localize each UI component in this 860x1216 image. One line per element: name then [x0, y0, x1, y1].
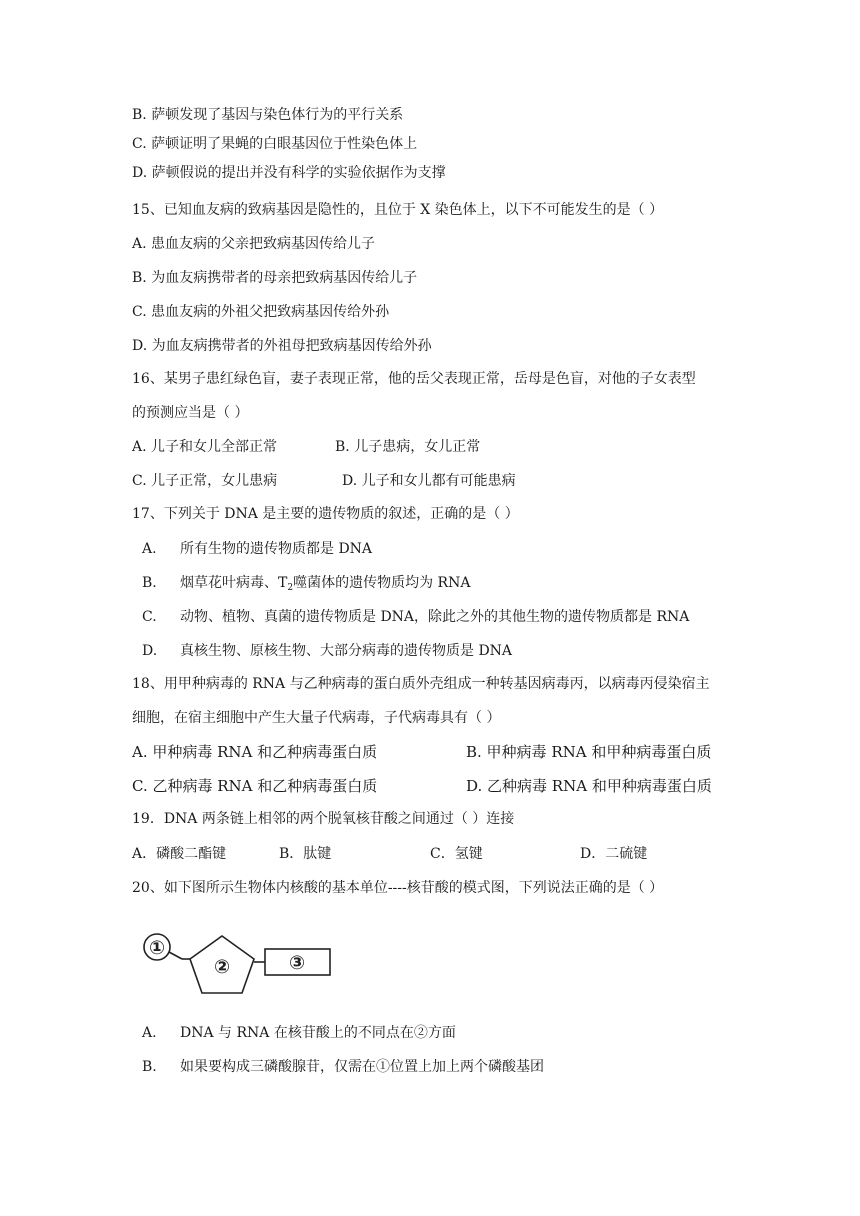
q17-option-a-label: A.	[142, 541, 157, 557]
q20-stem: 20、如下图所示生物体内核酸的基本单位----核苷酸的模式图，下列说法正确的是（ ）	[132, 880, 664, 896]
q16-stem-line1: 16、某男子患红绿色盲，妻子表现正常，他的岳父表现正常，岳母是色盲，对他的子女表型	[132, 371, 696, 387]
q18-option-d: D. 乙种病毒 RNA 和甲种病毒蛋白质	[466, 777, 712, 795]
q19-option-d: D．二硫键	[580, 846, 648, 862]
q15-option-d: D. 为血友病携带者的外祖母把致病基因传给外孙	[132, 338, 432, 354]
q18-option-a: A. 甲种病毒 RNA 和乙种病毒蛋白质	[132, 743, 378, 761]
q19-option-b: B．肽键	[279, 846, 332, 862]
q14-option-b: B. 萨顿发现了基因与染色体行为的平行关系	[132, 107, 404, 123]
q16-option-c: C. 儿子正常，女儿患病	[132, 473, 278, 489]
q16-option-d: D. 儿子和女儿都有可能患病	[342, 473, 516, 489]
q19-option-c: C．氢键	[430, 846, 483, 862]
q19-option-a: A．磷酸二酯键	[132, 846, 227, 862]
q14-option-c: C. 萨顿证明了果蝇的白眼基因位于性染色体上	[132, 136, 418, 152]
q17-option-d	[142, 642, 512, 660]
q17-option-b-text-pre: 烟草花叶病毒、T	[180, 575, 288, 591]
diagram-label-1: ①	[148, 937, 166, 959]
q20-option-a-label: A.	[142, 1025, 157, 1041]
q17-option-a	[142, 540, 372, 558]
q16-option-b: B. 儿子患病，女儿正常	[335, 439, 481, 455]
diagram-label-2: ②	[213, 956, 231, 978]
q15-stem: 15、已知血友病的致病基因是隐性的，且位于 X 染色体上，以下不可能发生的是（ ）	[132, 202, 664, 218]
q15-option-b: B. 为血友病携带者的母亲把致病基因传给儿子	[132, 270, 418, 286]
q18-option-b: B. 甲种病毒 RNA 和甲种病毒蛋白质	[466, 743, 712, 761]
q17-option-c	[142, 608, 689, 626]
q20-option-b-label: B.	[142, 1059, 157, 1075]
q18-option-c: C. 乙种病毒 RNA 和乙种病毒蛋白质	[132, 777, 378, 795]
q17-option-b-label: B.	[142, 575, 157, 591]
q20-option-b-text: 如果要构成三磷酸腺苷，仅需在①位置上加上两个磷酸基团	[180, 1059, 544, 1075]
q17-option-b-text-post: 噬菌体的遗传物质均为 RNA	[293, 575, 471, 591]
q18-stem-line1: 18、用甲种病毒的 RNA 与乙种病毒的蛋白质外壳组成一种转基因病毒丙，以病毒丙侵染宿主	[132, 676, 710, 692]
q14-option-d: D. 萨顿假说的提出并没有科学的实验依据作为支撑	[132, 165, 446, 181]
q15-option-c: C. 患血友病的外祖父把致病基因传给外孙	[132, 304, 390, 320]
diagram-label-3: ③	[288, 952, 306, 974]
phosphate-sugar-bond	[169, 952, 182, 959]
q17-option-a-text: 所有生物的遗传物质都是 DNA	[180, 541, 373, 557]
q17-stem: 17、下列关于 DNA 是主要的遗传物质的叙述，正确的是（ ）	[132, 506, 519, 522]
q17-option-d-text: 真核生物、原核生物、大部分病毒的遗传物质是 DNA	[180, 643, 513, 659]
q17-option-c-label: C.	[142, 609, 157, 625]
q16-stem-line2: 的预测应当是（ ）	[132, 405, 249, 421]
q19-stem: 19．DNA 两条链上相邻的两个脱氧核苷酸之间通过（ ）连接	[132, 811, 515, 827]
q18-stem-line2: 细胞，在宿主细胞中产生大量子代病毒，子代病毒具有（ ）	[132, 710, 501, 726]
q20-option-a-text: DNA 与 RNA 在核苷酸上的不同点在②方面	[180, 1025, 456, 1041]
nucleotide-diagram	[138, 930, 338, 996]
q20-option-b	[142, 1058, 544, 1076]
q17-option-d-label: D.	[142, 643, 158, 659]
q16-option-a: A. 儿子和女儿全部正常	[132, 439, 278, 455]
q15-option-a: A. 患血友病的父亲把致病基因传给儿子	[132, 236, 376, 252]
q17-option-c-text: 动物、植物、真菌的遗传物质是 DNA，除此之外的其他生物的遗传物质都是 RNA	[180, 609, 690, 625]
q20-option-a	[142, 1024, 456, 1042]
q17-option-b	[142, 574, 470, 597]
q17-option-b-subscript: 2	[287, 583, 294, 593]
